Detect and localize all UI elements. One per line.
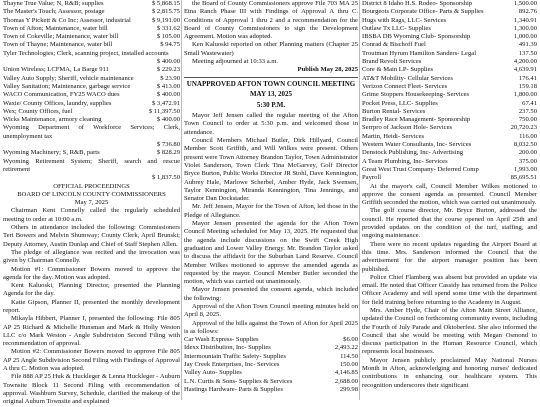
expense-item-amount: $ 23.90: [160, 74, 180, 82]
bill-item: [184, 336, 358, 344]
bill-item: [362, 83, 537, 91]
expense-item-amount: $ 5,868.15: [151, 0, 180, 7]
expense-amount: $ 736.80: [156, 141, 180, 149]
paragraph: Kent Kaluoski, Planning Director, presented the Planning Agenda for the day.: [3, 282, 180, 298]
bill-item-amount: 1,340.91: [513, 16, 537, 24]
expense-item-label: The Master's Touch; Assessor, postage: [3, 8, 105, 16]
paragraph: Mikayla Hibbert, Planner I, presented the following: File 805 AP 25 Richard & Michelle Hunsman and Mark & Holly Weston LLC c/o Mark Weston - Angle Subdivision Second Filing with recommendation of approval.: [3, 315, 180, 348]
expense-item-label: Town of Thayne; Maintenance, water bill: [3, 41, 113, 49]
meeting-date: May 7, 2025: [74, 199, 109, 207]
bill-item: [184, 369, 358, 377]
bill-item-amount: 750.00: [518, 116, 537, 124]
paragraph: Approval of the bills against the Town of Afton for April 2025 is as follows:: [184, 319, 358, 335]
bill-item-label: District 8 Idaho H.S. Rodeo- Sponsorship: [362, 0, 473, 7]
expense-item: [3, 41, 180, 49]
paragraph: Katie Gipson, Planner II, presented the monthly development report.: [3, 298, 180, 314]
bills-list: [184, 336, 358, 394]
expense-item-label: Town of Afton; Maintenance, water bill: [3, 24, 108, 32]
notice-time: 5:30 P.M.: [256, 100, 286, 109]
bill-item: [362, 0, 537, 8]
paragraph: Mayor Jensen presented the agenda for the Afton Town Council Meeting scheduled for May 13, 2025. He requested that the agenda include discussions on the Swift Creek High graduation and Lower Valley Energy. Mr. Brandon Taylor asked to discuss the affidavit for the Suburban Land Reserve. Council Member Wilkes motioned to approve the amended agenda as requested by the mayor. Council Member Butler seconded the motion, which was carried out unanimously.: [184, 220, 358, 286]
bill-item-amount: 2,688.00: [334, 377, 358, 385]
bill-item: [362, 124, 537, 132]
bill-item-label: Car Wash Express- Supplies: [184, 336, 259, 344]
bill-item: [362, 174, 537, 182]
bill-item-amount: 8,032.50: [513, 141, 537, 149]
paragraph: Chairman Kent Connelly called the regularly scheduled meeting to order at 10:00 a.m.: [3, 207, 180, 223]
expense-item-amount: $ 331.62: [156, 24, 180, 32]
paragraph: Motion #2: Commissioner Bowers moved to approve File 805 AP 25 Angle Subdivision Second Filing with Findings of Approval A thru C. Motion was adopted.: [3, 348, 180, 373]
expense-list: [3, 66, 180, 124]
bill-item: [362, 33, 537, 41]
bill-item-label: A Team Plumbing, Inc- Services: [362, 157, 448, 165]
bill-item-amount: 1,000.00: [513, 33, 537, 41]
minutes-body: [184, 0, 358, 66]
bill-item-label: Denstock Publishing, Inc- Advertising: [362, 149, 464, 157]
bill-item: [362, 66, 537, 74]
paragraph: Council Members Michael Butler, Dirk Hillyard, Council Member Scott Griffith, and Will Wilkes were present. Others present were Town Attorney Brandon Taylor, Town Administrator Violet Sanderson, Town Clerk Tina McGarvey, Golf Director Bryce Burton, Public Works Director JR Stohl, Dave Kennington, Aubrey Hale, Marlowe Scherbel, Amber Hyde, Jack Swensen, Taylor Kennington, Miranda Kennington, Tina Jennings, and Senator Dan Dockstader.: [184, 137, 358, 203]
bill-item-label: Burton Rental- Services: [362, 107, 426, 115]
bill-item-amount: 137.50: [518, 49, 537, 57]
paragraph: Mayor Jensen presented the consent agenda, which included the following:: [184, 286, 358, 302]
bill-item-label: Grime Stoppers Housekeeping- Services: [362, 91, 470, 99]
bill-item: [362, 100, 537, 108]
bill-item-label: Hastings Hardware- Parts & Supplies: [184, 385, 283, 393]
expense-item-label: Thomas Y Pickett & Co Inc; Assessor, industrial: [3, 16, 131, 24]
bill-item: [362, 108, 537, 116]
bill-item: [362, 58, 537, 66]
paragraph: Others in attendance included the following: Commissioners Teri Bowers and Melvin Shumway; County Clerk, April Brunski; Deputy Attorney, Austin Dunlap and Chief of Staff Stephen Allen.: [3, 224, 180, 248]
expense-item-amount: $ 229.23: [156, 66, 180, 74]
bill-item: [362, 91, 537, 99]
bill-item-label: Hugs with Rags, LLC- Services: [362, 16, 447, 24]
bill-item-amount: 176.41: [518, 74, 537, 82]
notice-date: MAY 13, 2025: [249, 90, 293, 99]
bill-item: [184, 353, 358, 361]
bill-item-label: Payroll: [362, 174, 382, 182]
bill-item-amount: 2,493.22: [334, 344, 358, 352]
expense-item: [3, 8, 180, 16]
bill-item-label: Great West Trust Company- Deferred Comp: [362, 165, 479, 173]
expense-item: [3, 33, 180, 41]
expense-item-label: Town of Cokeville; Maintenance, water bill: [3, 33, 119, 41]
paragraph: Meeting adjourned at 10:33 a.m.: [192, 58, 279, 66]
bill-item: [184, 386, 358, 394]
expense-item: [3, 108, 180, 116]
bill-item-label: Verizon Connect Fleet- Services: [362, 82, 448, 90]
bill-item: [362, 158, 537, 166]
expense-item-amount: $ 94.75: [160, 41, 180, 49]
expense-item: [3, 100, 180, 108]
minutes-body: [3, 207, 180, 406]
expense-item-label: Union Wireless; LCFMA, La Barge 911: [3, 66, 109, 74]
bill-item-label: Idexx Distribution, Inc- Supplies: [184, 344, 271, 352]
column-3: [362, 0, 537, 400]
bill-item-label: Western Water Consultants, Inc- Services: [362, 141, 472, 149]
bill-item: [362, 8, 537, 16]
bill-item-amount: 1,300.00: [513, 24, 537, 32]
bill-item-label: Brand Revolt Services: [362, 58, 422, 66]
minutes-body: [184, 112, 358, 336]
bill-item: [362, 50, 537, 58]
bill-item: [184, 344, 358, 352]
bill-item: [362, 141, 537, 149]
bill-item-amount: 20,720.23: [510, 124, 537, 132]
paragraph: There were no recent updates regarding the Airport Board at this time. Mrs. Sanderson informed the Council that the advertisement for the airport manager position has been published.: [362, 240, 537, 273]
bill-item-amount: 491.39: [518, 41, 537, 49]
expense-item: [3, 17, 180, 25]
column-divider: [359, 0, 360, 400]
bill-item-amount: 237.50: [518, 107, 537, 115]
paragraph: Approval of the Afton Town Council meeting minutes held on April 8, 2025.: [184, 303, 358, 319]
expense-item-label: Wicks Maintenance, armory cleaning: [3, 116, 102, 124]
expense-item: [3, 0, 180, 8]
expense-item: Wyoming Machinery; S, R&B, parts $ 828.29: [3, 149, 180, 157]
expense-item: Wyoming Retirement System; Sheriff, search and rescue retirement: [3, 157, 180, 173]
bill-item-amount: 1,800.00: [513, 91, 537, 99]
column-2: [184, 0, 358, 400]
bill-item: [362, 149, 537, 157]
bill-item-amount: 375.00: [518, 157, 537, 165]
expense-item: [3, 116, 180, 124]
expense-item-label: WACO Communication, FY25 WACO dues: [3, 91, 120, 99]
bill-item-amount: $6.00: [343, 336, 358, 344]
paragraph: Police Chief Flamberg was absent but provided an update via email. He noted that Officer Cassidy has returned from the Police Officer Academy and will spend some time with the department for field training before returning to the Academy in August.: [362, 273, 537, 306]
section-subtitle: BOARD OF LINCOLN COUNTY COMMISSIONERS: [17, 190, 166, 198]
expense-item-label: Waxie/ County Offices, laundry, supplies: [3, 99, 112, 107]
expense-item-label: Valley Sanitation; Maintenance, garbage service: [3, 82, 131, 90]
expense-item: Wyoming Department of Workforce Services; Clerk, unemployment tax: [3, 124, 180, 140]
section-title: OFFICIAL PROCEEDINGS: [53, 182, 130, 190]
expense-item-label: Valley Auto Supply; Sheriff, vehicle maintenance: [3, 74, 134, 82]
column-divider: [181, 0, 182, 400]
bill-item-label: L.N. Curtis & Sons- Supplies & Services: [184, 377, 293, 385]
expense-item-amount: $ 413.00: [156, 82, 180, 90]
paragraph: Mayor Jensen publicly proclaimed May National Nurses Month in Afton, acknowledging and honoring nurses' dedicated contributions in enhancing our healthcare system. This recognition underscores their significant: [362, 356, 537, 389]
bill-item-label: Outlaw Tx LLC- Supplies: [362, 24, 431, 32]
bill-item-amount: 4,146.85: [334, 369, 358, 377]
bill-item-amount: 150.00: [339, 361, 358, 369]
paragraph: Mrs. Amber Hyde, Chair of the Afton Main Street Alliance, updated the Council on forthcoming community events, including the Fourth of July Parade and Oktoberfest. She also informed the Council that she would be meeting with Megan Osmond to discuss participation in the Human Resource Council, which represents local businesses.: [362, 306, 537, 356]
paragraph: The pledge of allegiance was recited and the invocation was given by Chairman Connelly.: [3, 248, 180, 265]
bill-item-amount: 114.50: [340, 352, 358, 360]
bill-item: [184, 378, 358, 386]
expense-item: [3, 83, 180, 91]
bill-item-amount: 116.00: [519, 132, 537, 140]
bill-item-label: Intermountain Traffic Safety- Supplies: [184, 352, 286, 360]
publish-line: Publish May 28, 2025: [297, 66, 358, 74]
bill-item: [362, 17, 537, 25]
expense-item-label: Wex; County Offices, fuel: [3, 107, 73, 115]
divider: [184, 77, 358, 78]
bill-item-amount: 892.76: [518, 8, 537, 16]
expense-item-amount: $ 9,191.00: [151, 16, 180, 24]
bill-item-label: Troutman Hyrum Hamilton Sanders- Legal: [362, 49, 477, 57]
bill-item-label: Core & Main LP- Supplies: [362, 66, 434, 74]
paragraph: Motion #1: Commissioner Bowers moved to approve the agenda for the day. Motion was adopted.: [3, 265, 180, 281]
bill-item-amount: 159.18: [518, 82, 537, 90]
expense-list: [3, 0, 180, 50]
bill-item-amount: 4,639.91: [513, 66, 537, 74]
expense-item-amount: $ 400.00: [156, 91, 180, 99]
paragraph: the Board of County Commissioners approve File 703 MA 25 Etna Ranch Phase III with Findings of Approval A thru C. Conditions of Approval 1 thru 2 and a recommendation for the Board of County Commissioners to sign the Development Agreement. Motion was adopted.: [184, 0, 358, 41]
expense-item: [3, 75, 180, 83]
bill-item: [362, 116, 537, 124]
expense-item-amount: $ 2,815.75: [151, 8, 180, 16]
expense-item: [3, 66, 180, 74]
expense-amount: $ 1,837.50: [151, 174, 180, 182]
paragraph: File 888 AP 25 Huk & Huckleger & Lenna Huckleger - Auburn Townsite Block 11 Second Filing with recommendation of approval. Washburn Survey, Schedule, clarified the makeup of the original Auburn Townsite and explained: [3, 373, 180, 406]
paragraph: Ken Kaluoski reported on other Planning matters (Chapter 25 Small Wastewater): [184, 41, 358, 57]
notice-title: UNAPPROVED AFTON TOWN COUNCIL MEETING: [186, 79, 356, 88]
expense-item: [3, 91, 180, 99]
bill-item: [362, 75, 537, 83]
expense-amount: $ 400.00: [156, 58, 180, 66]
bill-item-amount: 200.00: [518, 149, 537, 157]
bill-item: [362, 25, 537, 33]
bill-item: [362, 133, 537, 141]
bill-item-label: IBSBA DB Wyoming Club- Sponsorship: [362, 33, 471, 41]
paragraph: Mr. Jeff Jensen, Mayor for the Town of Afton, led those in the Pledge of Allegiance.: [184, 203, 358, 219]
bill-item: [184, 361, 358, 369]
bills-list: [362, 0, 537, 183]
bill-item-label: Serrpro of Jackson Hole- Services: [362, 124, 453, 132]
paragraph: The golf course director, Mr. Bryce Burton, addressed the council. He reported that the course opened on April 25th and provided updates on the condition of the turf, staffing, and ongoing maintenance.: [362, 207, 537, 240]
expense-item-amount: $ 105.00: [156, 33, 180, 41]
bill-item-amount: 85,695.51: [510, 174, 537, 182]
bill-item-amount: 299.98: [339, 385, 358, 393]
bill-item-label: Bradley Race Management- Sponsorship: [362, 116, 471, 124]
bill-item-label: Martin, Heidi- Services: [362, 132, 425, 140]
bill-item-label: Bourgeois Corporate Office- Parts & Supplies: [362, 8, 484, 16]
expense-item-amount: $ 400.00: [156, 116, 180, 124]
bill-item-label: AT&T Mobility- Cellular Services: [362, 74, 453, 82]
bill-item: [362, 166, 537, 174]
bill-item-amount: 1,500.00: [513, 0, 537, 7]
paragraph: Mayor Jeff Jensen called the regular meeting of the Afton Town Council to order at 5:30 p.m. and welcomed those in attendance.: [184, 112, 358, 136]
bill-item-amount: 67.41: [522, 99, 537, 107]
bill-item-label: Conrad & Bischoff Fuel: [362, 41, 426, 49]
expense-item: [3, 25, 180, 33]
expense-item: Tyler Technologies; Clerk, scanning project, installed accounts: [3, 49, 169, 57]
bill-item-amount: 4,200.00: [513, 58, 537, 66]
paragraph: At the mayor's call, Council Member Wilkes motioned to approve the consent agenda as presented. Council Member Griffith seconded the motion, which was carried out unanimously.: [362, 182, 537, 207]
minutes-body: [362, 183, 537, 390]
expense-item-amount: $ 3,472.91: [151, 99, 180, 107]
expense-item-amount: $ 11,397.50: [148, 107, 180, 115]
bill-item: [362, 41, 537, 49]
expense-item-label: Thayne True Value; N, R&B; supplies: [3, 0, 104, 7]
bill-item-label: Jay Creek Enterprises, Inc- Services: [184, 361, 280, 369]
bill-item-label: Pocket Press, LLC- Supplies: [362, 99, 438, 107]
bill-item-amount: 1,993.00: [513, 165, 537, 173]
column-1: [3, 0, 180, 406]
bill-item-label: Valley Auto- Supplies: [184, 369, 242, 377]
